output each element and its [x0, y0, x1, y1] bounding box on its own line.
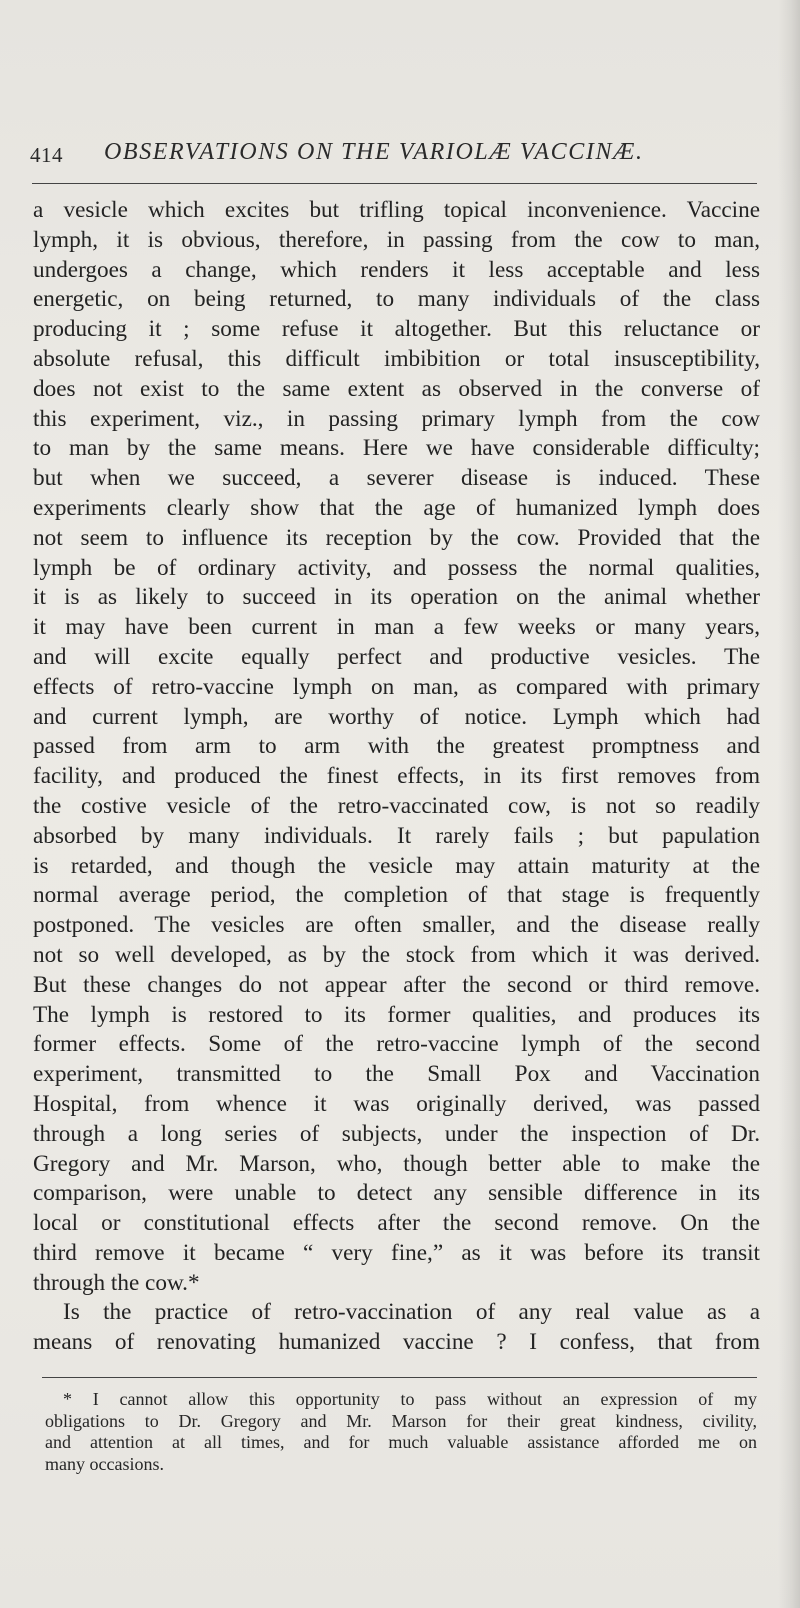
text-line: normal average period, the completion of that stage is frequently	[33, 882, 760, 909]
page-number: 414	[30, 143, 63, 167]
text-line: The lymph is restored to its former qualities, and produces its	[33, 1001, 760, 1028]
text-line: this experiment, viz., in passing primary lymph from the cow	[33, 405, 760, 432]
footnote	[45, 1389, 757, 1475]
text-line: a vesicle which excites but trifling topical inconvenience. Vaccine	[33, 197, 760, 223]
text-line: through the cow.*	[33, 1269, 200, 1296]
text-line: facility, and produced the finest effects, in its first removes from	[33, 763, 760, 790]
text-line: to man by the same means. Here we have considerable difficulty;	[33, 435, 760, 462]
text-line: not seem to influence its reception by the cow. Provided that the	[33, 524, 760, 551]
text-line: means of renovating humanized vaccine ? I confess, that from	[33, 1329, 760, 1356]
header-rule	[32, 183, 757, 184]
text-line: local or constitutional effects after the second remove. On the	[33, 1210, 760, 1237]
text-line: experiments clearly show that the age of humanized lymph does	[33, 494, 760, 521]
text-line: comparison, were unable to detect any sensible difference in its	[33, 1180, 760, 1207]
text-line: experiment, transmitted to the Small Pox and Vaccination	[33, 1061, 760, 1088]
running-head: OBSERVATIONS ON THE VARIOLÆ VACCINÆ.	[104, 139, 644, 165]
text-line: it may have been current in man a few weeks or many years,	[33, 614, 760, 641]
text-line: does not exist to the same extent as observed in the converse of	[33, 375, 760, 402]
text-line: undergoes a change, which renders it less acceptable and less	[33, 256, 760, 283]
text-line: energetic, on being returned, to many individuals of the class	[33, 286, 760, 313]
text-line: But these changes do not appear after the second or third remove.	[33, 971, 760, 998]
text-line: and current lymph, are worthy of notice. Lymph which had	[33, 703, 760, 730]
text-line: passed from arm to arm with the greatest promptness and	[33, 733, 760, 760]
text-line: Hospital, from whence it was originally derived, was passed	[33, 1090, 760, 1117]
text-line: absolute refusal, this difficult imbibition or total insusceptibility,	[33, 345, 760, 372]
footnote-line: and attention at all times, and for much valuable assistance afforded me on	[45, 1432, 757, 1452]
text-line: is retarded, and though the vesicle may attain maturity at the	[33, 852, 760, 879]
footnote-line: obligations to Dr. Gregory and Mr. Marson for their great kindness, civility,	[45, 1410, 757, 1431]
text-line: postponed. The vesicles are often smaller, and the disease really	[33, 912, 760, 939]
text-line: effects of retro-vaccine lymph on man, as compared with primary	[33, 673, 760, 700]
text-line: producing it ; some refuse it altogether. But this reluctance or	[33, 316, 760, 343]
text-line: it is as likely to succeed in its operation on the animal whether	[33, 584, 760, 611]
footnote-line: many occasions.	[45, 1453, 164, 1474]
page-header	[30, 139, 760, 173]
body-text	[33, 196, 760, 1358]
text-line: former effects. Some of the retro-vaccine lymph of the second	[33, 1031, 760, 1058]
text-line: but when we succeed, a severer disease is induced. These	[33, 465, 760, 492]
text-line: not so well developed, as by the stock from which it was derived.	[33, 941, 760, 968]
text-line: through a long series of subjects, under the inspection of Dr.	[33, 1120, 760, 1147]
text-line: absorbed by many individuals. It rarely fails ; but papulation	[33, 822, 760, 849]
text-line: lymph be of ordinary activity, and possess the normal qualities,	[33, 554, 760, 581]
text-line: third remove it became “ very fine,” as it was before its transit	[33, 1239, 760, 1266]
page-edge-shadow	[778, 0, 800, 1608]
footnote-line: * I cannot allow this opportunity to pass without an expression of my	[63, 1389, 757, 1409]
text-line: lymph, it is obvious, therefore, in passing from the cow to man,	[33, 226, 760, 253]
text-line: and will excite equally perfect and productive vesicles. The	[33, 643, 760, 670]
text-line: Gregory and Mr. Marson, who, though better able to make the	[33, 1150, 760, 1177]
footnote-rule	[42, 1377, 757, 1378]
text-line: Is the practice of retro-vaccination of any real value as a	[63, 1299, 760, 1326]
text-line: the costive vesicle of the retro-vaccinated cow, is not so readily	[33, 792, 760, 819]
